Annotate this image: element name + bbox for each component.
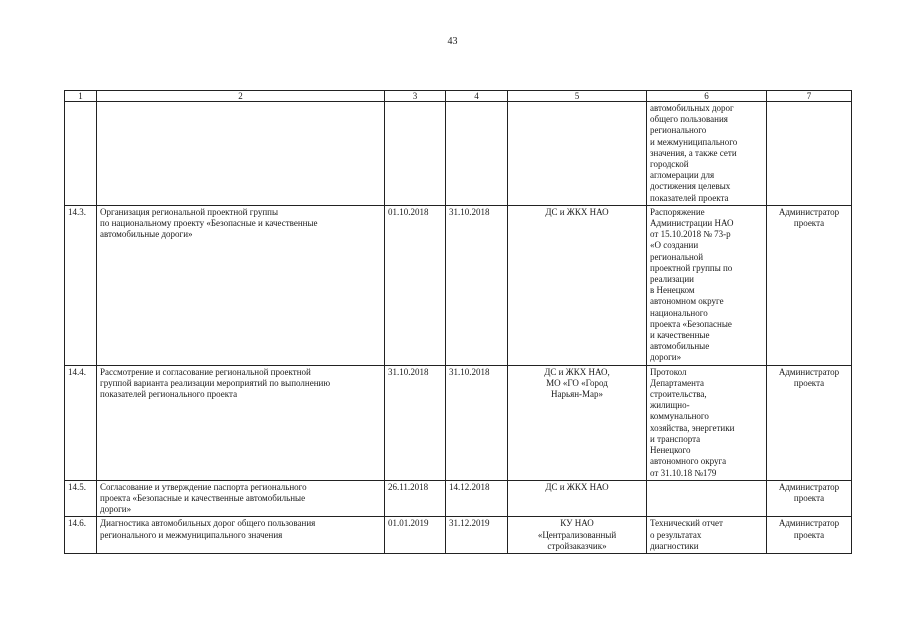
cell-line: Администратор <box>778 481 840 492</box>
cell-line: Администратор <box>778 518 840 529</box>
table-row <box>65 365 852 480</box>
cell-line: реализации <box>650 274 694 285</box>
activity-name-cell <box>97 517 385 554</box>
executor-cell <box>508 365 647 480</box>
cell-line: стройзаказчик» <box>547 540 607 551</box>
result-document-cell <box>647 102 767 206</box>
cell-line: в Ненецком <box>650 285 695 296</box>
cell-line: Администратор <box>778 206 840 217</box>
cell-line: Организация региональной проектной группы <box>100 206 279 217</box>
cell-line: дороги» <box>100 504 132 515</box>
activities-table <box>64 90 852 554</box>
cell-line: достижения целевых <box>650 181 731 192</box>
cell-line: Администрации НАО <box>650 218 734 229</box>
cell-line: регионального <box>650 125 707 136</box>
cell-line: дороги» <box>650 352 682 363</box>
end-date-cell <box>446 102 508 206</box>
cell-line: показателей проекта <box>650 192 729 203</box>
cell-line: национального <box>650 307 708 318</box>
cell-line: значения, а также сети <box>650 147 737 158</box>
executor-cell <box>508 517 647 554</box>
cell-line: от 31.10.18 №179 <box>650 467 717 478</box>
start-date-cell: 26.11.2018 <box>385 480 446 517</box>
result-document-cell <box>647 517 767 554</box>
column-header: 5 <box>508 91 647 102</box>
cell-line: региональной <box>650 251 704 262</box>
cell-line: регионального и межмуниципального значения <box>100 529 283 540</box>
table-row <box>65 205 852 365</box>
end-date-cell: 14.12.2018 <box>446 480 508 517</box>
cell-line: проекта «Безопасные и качественные автомобильные <box>100 492 306 503</box>
cell-line: Технический отчет <box>650 518 723 529</box>
cell-line: и межмуниципального <box>650 136 738 147</box>
item-number-cell: 14.4. <box>65 365 97 480</box>
start-date-cell: 01.01.2019 <box>385 517 446 554</box>
cell-line: автомобильные <box>650 341 710 352</box>
column-header: 7 <box>767 91 852 102</box>
table-row <box>65 102 852 206</box>
column-header: 2 <box>97 91 385 102</box>
cell-line: проекта <box>793 218 825 229</box>
cell-line: проекта <box>793 377 825 388</box>
item-number-cell <box>65 102 97 206</box>
cell-line: Ненецкого <box>650 445 691 456</box>
table-header-row <box>65 91 852 102</box>
cell-line: проекта «Безопасные <box>650 318 732 329</box>
end-date-cell: 31.12.2019 <box>446 517 508 554</box>
cell-line: Департамента <box>650 377 705 388</box>
cell-line: ДС и ЖКХ НАО <box>545 481 609 492</box>
cell-line: о результатах <box>650 529 702 540</box>
executor-cell <box>508 102 647 206</box>
cell-line: проекта <box>793 492 825 503</box>
cell-line: ДС и ЖКХ НАО, <box>544 366 610 377</box>
column-header: 1 <box>65 91 97 102</box>
table-row <box>65 517 852 554</box>
cell-line: автомобильных дорог <box>650 103 734 113</box>
responsible-cell <box>767 102 852 206</box>
cell-line: автономном округе <box>650 296 724 307</box>
activity-name-cell <box>97 102 385 206</box>
cell-line: Диагностика автомобильных дорог общего пользования <box>100 518 316 529</box>
column-header: 4 <box>446 91 508 102</box>
cell-line: показателей регионального проекта <box>100 389 238 400</box>
cell-line: МО «ГО «Город <box>546 377 608 388</box>
cell-line: проекта <box>793 529 825 540</box>
table-row <box>65 480 852 517</box>
cell-line: и транспорта <box>650 433 701 444</box>
activity-name-cell <box>97 205 385 365</box>
page-number: 43 <box>447 36 458 47</box>
executor-cell <box>508 480 647 517</box>
item-number-cell: 14.6. <box>65 517 97 554</box>
cell-line: «Централизованный <box>537 529 617 540</box>
responsible-cell <box>767 365 852 480</box>
cell-line: по национальному проекту «Безопасные и качественные <box>100 218 318 229</box>
item-number-cell: 14.5. <box>65 480 97 517</box>
responsible-cell <box>767 517 852 554</box>
cell-line: Протокол <box>650 366 687 377</box>
cell-line: автомобильные дороги» <box>100 229 193 240</box>
executor-cell <box>508 205 647 365</box>
cell-line: агломерации для <box>650 170 715 181</box>
start-date-cell <box>385 102 446 206</box>
cell-line: Согласование и утверждение паспорта регионального <box>100 481 307 492</box>
cell-line: жилищно- <box>650 400 690 411</box>
cell-line: Администратор <box>778 366 840 377</box>
item-number-cell: 14.3. <box>65 205 97 365</box>
column-header: 3 <box>385 91 446 102</box>
result-document-cell <box>647 365 767 480</box>
cell-line: диагностики <box>650 540 699 551</box>
end-date-cell: 31.10.2018 <box>446 365 508 480</box>
start-date-cell: 31.10.2018 <box>385 365 446 480</box>
cell-line: городской <box>650 159 689 170</box>
responsible-cell <box>767 480 852 517</box>
cell-line: от 15.10.2018 № 73-р <box>650 229 731 240</box>
result-document-cell <box>647 480 767 517</box>
cell-line: и качественные <box>650 330 710 341</box>
activity-name-cell <box>97 480 385 517</box>
cell-line: ДС и ЖКХ НАО <box>545 206 609 217</box>
cell-line: Рассмотрение и согласование региональной проектной <box>100 366 311 377</box>
responsible-cell <box>767 205 852 365</box>
cell-line: хозяйства, энергетики <box>650 422 735 433</box>
end-date-cell: 31.10.2018 <box>446 205 508 365</box>
cell-line: группой варианта реализации мероприятий по выполнению <box>100 377 331 388</box>
cell-line: проектной группы по <box>650 262 733 273</box>
cell-line: автономного округа <box>650 456 727 467</box>
cell-line: Нарьян-Мар» <box>550 389 604 400</box>
cell-line: коммунального <box>650 411 709 422</box>
result-document-cell <box>647 205 767 365</box>
cell-line: Распоряжение <box>650 206 705 217</box>
start-date-cell: 01.10.2018 <box>385 205 446 365</box>
column-header: 6 <box>647 91 767 102</box>
cell-line: КУ НАО <box>560 518 594 529</box>
activity-name-cell <box>97 365 385 480</box>
cell-line: общего пользования <box>650 114 728 125</box>
cell-line: «О создании <box>650 240 699 251</box>
cell-line: строительства, <box>650 389 707 400</box>
